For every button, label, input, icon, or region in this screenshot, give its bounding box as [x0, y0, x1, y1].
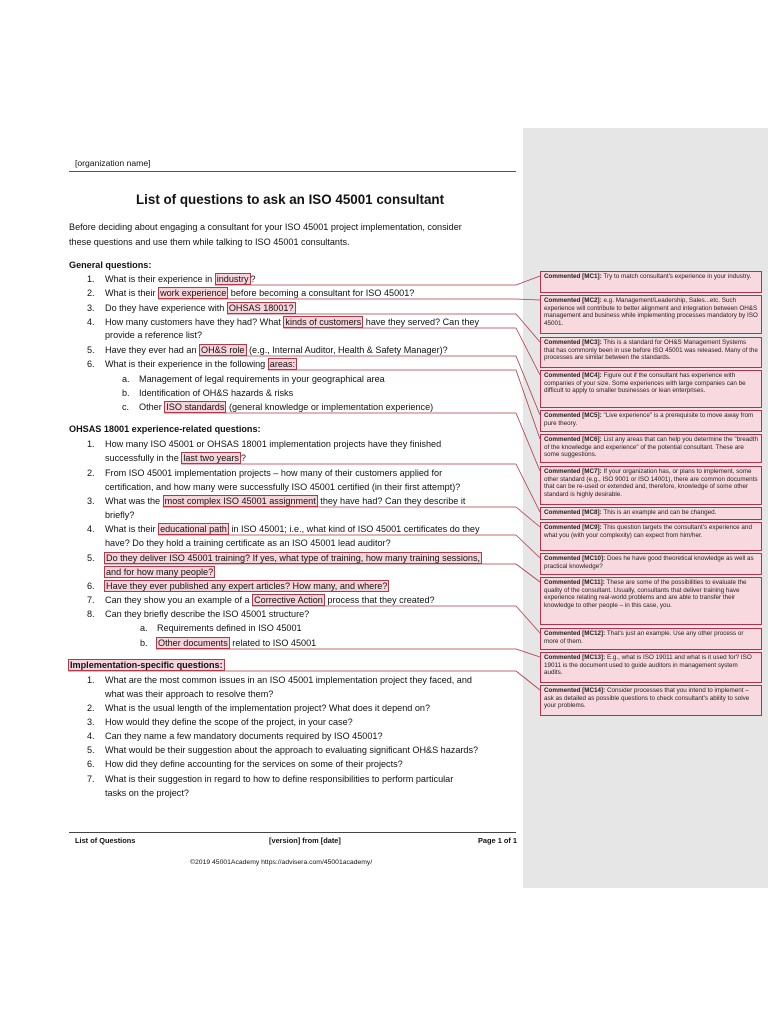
ohsas-q1-number: 1. — [87, 439, 95, 449]
ohsas-q3-cont: briefly? — [105, 510, 135, 520]
footer-page-number: Page 1 of 1 — [478, 836, 518, 845]
header-rule — [69, 171, 516, 172]
ohsas-q2-cont: certification, and how many were successfully ISO 45001 certified (in their first attempt)? — [105, 482, 461, 492]
comment-text: If your organization has, or plans to implement, some other standard (e.g., ISO 9001 or ISO 14001), there are common documents that can be re-used or extended and, therefore, knowledge of some other standard is highly desirable. — [544, 468, 758, 498]
comment-mc14[interactable] — [540, 685, 762, 716]
intro-line-1: Before deciding about engaging a consultant for your ISO 45001 project implementation, consider — [69, 222, 462, 232]
anchor-mc13[interactable]: Other documents — [158, 638, 228, 648]
comment-mc6[interactable] — [540, 434, 762, 463]
comment-label: Commented [MC5]: — [544, 412, 602, 419]
ohsas-q8-number: 8. — [87, 609, 95, 619]
anchor-mc2[interactable]: work experience — [160, 288, 227, 298]
impl-q3: How would they define the scope of the project, in your case? — [105, 717, 353, 727]
comment-mc7[interactable] — [540, 466, 762, 505]
anchor-mc11-cont[interactable]: and for how many people? — [106, 567, 214, 577]
ohsas-q4: What is their educational path in ISO 45001; i.e., what kind of ISO 45001 certificates do they — [105, 524, 480, 534]
gen-q5: Have they ever had an OH&S role (e.g., Internal Auditor, Health & Safety Manager)? — [105, 345, 448, 355]
anchor-mc4[interactable]: kinds of customers — [285, 317, 362, 327]
impl-q4-number: 4. — [87, 731, 95, 741]
impl-q1: What are the most common issues in an ISO 45001 implementation project they faced, and — [105, 675, 472, 685]
comment-text: This is a standard for OH&S Management Systems that has commonly been in use before ISO 45001 was released. Many of the processes are similar between the standards. — [544, 339, 758, 362]
impl-q5-number: 5. — [87, 745, 95, 755]
comment-label: Commented [MC8]: — [544, 509, 602, 516]
comment-mc11[interactable] — [540, 577, 762, 625]
impl-q1-cont: what was their approach to resolve them? — [105, 689, 274, 699]
impl-q7: What is their suggestion in regard to how to define responsibilities to perform particular — [105, 774, 454, 784]
ohsas-sub-a-letter: a. — [140, 623, 148, 633]
general-questions-heading: General questions: — [69, 260, 152, 270]
ohsas-q2: From ISO 45001 implementation projects – how many of their customers applied for — [105, 468, 443, 478]
impl-q2-number: 2. — [87, 703, 95, 713]
comment-label: Commented [MC11]: — [544, 579, 605, 586]
ohsas-q7: Can they show you an example of a Corrective Action process that they created? — [105, 595, 435, 605]
ohsas-q1-cont: successfully in the last two years ? — [105, 453, 246, 463]
gen-sub-a-letter: a. — [122, 374, 130, 384]
gen-q6: What is their experience in the following areas: — [105, 359, 296, 369]
page-title: List of questions to ask an ISO 45001 consultant — [135, 192, 445, 207]
gen-sub-c-letter: c. — [122, 402, 130, 412]
anchor-mc11[interactable]: Do they deliver ISO 45001 training? If yes, what type of training, how many training sessions, — [106, 553, 481, 563]
copyright-notice: ©2019 45001Academy https://advisera.com/45001academy/ — [190, 859, 373, 866]
comment-label: Commented [MC4]: — [544, 372, 602, 379]
gen-q4: How many customers have they had? What kinds of customers have they served? Can they — [105, 317, 479, 327]
ohsas-q6-number: 6. — [87, 581, 95, 591]
gen-q6-number: 6. — [87, 359, 95, 369]
intro-line-2: these questions and use them while talking to ISO 45001 consultants. — [69, 237, 350, 247]
comment-mc8[interactable] — [540, 507, 762, 520]
gen-q3-number: 3. — [87, 303, 95, 313]
comment-text: These are some of the possibilities to evaluate the quality of the consultant. Usually, consultants that deliver training have experience relating real-world problems and are able to transfer their knowledge to other people – in this case, you. — [544, 579, 747, 609]
organization-name: [organization name] — [75, 158, 151, 168]
ohsas-questions-heading: OHSAS 18001 experience-related questions: — [69, 424, 261, 434]
comment-mc9[interactable] — [540, 522, 762, 551]
impl-q7-cont: tasks on the project? — [105, 788, 189, 798]
gen-q2-number: 2. — [87, 288, 95, 298]
ohsas-q3: What was the most complex ISO 45001 assignment they have had? Can they describe it — [105, 496, 466, 506]
footer-rule — [69, 832, 516, 833]
gen-q1: What is their experience in industry ? — [105, 274, 256, 284]
comment-text: e.g. Management/Leadership, Sales...etc. Such experience will contribute to better alignment and integration between OH&S management and business while implementing processes mandatory by ISO 45001. — [544, 297, 758, 327]
comment-mc4[interactable] — [540, 370, 762, 408]
gen-q5-number: 5. — [87, 345, 95, 355]
anchor-mc6[interactable]: areas: — [269, 359, 296, 369]
impl-q6: How did they define accounting for the services on some of their projects? — [105, 759, 403, 769]
comment-text: Try to match consultant's experience in your industry. — [601, 273, 752, 280]
gen-q2: What is their work experience before becoming a consultant for ISO 45001? — [105, 288, 415, 298]
gen-q1-number: 1. — [87, 274, 95, 284]
comment-mc2[interactable] — [540, 295, 762, 334]
comment-text: Figure out if the consultant has experience with companies of your size. Some experiences with large companies can be difficult to apply to smaller businesses or lean enterprises. — [544, 372, 746, 395]
anchor-mc12[interactable]: Corrective Action — [254, 595, 323, 605]
ohsas-q5-number: 5. — [87, 553, 95, 563]
anchor-mc5[interactable]: OH&S role — [201, 345, 245, 355]
comment-label: Commented [MC14]: — [544, 687, 606, 694]
comment-text: "Live experience" is a prerequisite to move away from pure theory. — [544, 412, 754, 427]
ohsas-q6 — [104, 580, 389, 592]
comment-mc13[interactable] — [540, 652, 762, 683]
impl-q1-number: 1. — [87, 675, 95, 685]
comment-text: E.g., what is ISO 19011 and what is it used for? ISO 19011 is the document used to guide auditors in management system audits. — [544, 654, 752, 677]
comment-label: Commented [MC9]: — [544, 524, 602, 531]
ohsas-q4-number: 4. — [87, 524, 95, 534]
ohsas-sub-b: Other documents related to ISO 45001 — [158, 638, 317, 648]
gen-sub-c: Other ISO standards (general knowledge or implementation experience) — [139, 402, 434, 412]
anchor-mc14[interactable]: Implementation-specific questions: — [70, 660, 223, 670]
ohsas-q3-number: 3. — [87, 496, 95, 506]
footer-version: [version] from [date] — [269, 836, 341, 845]
comment-text: Consider processes that you intend to implement – ask as detailed as possible questions to check consultant's ability to solve your problems. — [544, 687, 750, 710]
anchor-mc10[interactable]: educational path — [160, 524, 227, 534]
anchor-mc7[interactable]: ISO standards — [166, 402, 225, 412]
comment-mc1[interactable] — [540, 271, 762, 293]
ohsas-q5-cont — [104, 566, 215, 578]
ohsas-q2-number: 2. — [87, 468, 95, 478]
impl-q5: What would be their suggestion about the approach to evaluating significant OH&S hazards? — [105, 745, 479, 755]
comment-text: List any areas that can help you determine the "breadth of the knowledge and experience" of the potential consultant. These are some suggestions. — [544, 436, 758, 459]
ohsas-sub-a: Requirements defined in ISO 45001 — [157, 623, 302, 633]
anchor-mc11-q6[interactable]: Have they ever published any expert articles? How many, and where? — [106, 581, 388, 591]
ohsas-q1: How many ISO 45001 or OHSAS 18001 implementation projects have they finished — [105, 439, 442, 449]
comment-text: That's just an example. Use any other process or more of them. — [544, 630, 744, 645]
gen-q4-number: 4. — [87, 317, 95, 327]
anchor-mc8[interactable]: last two years — [183, 453, 239, 463]
ohsas-q5 — [104, 552, 482, 564]
impl-q4: Can they name a few mandatory documents required by ISO 45001? — [105, 731, 383, 741]
comment-text: This is an example and can be changed. — [601, 509, 717, 516]
comment-text: This question targets the consultant's experience and what you (with your complexity) can expect from him/her. — [544, 524, 752, 539]
gen-sub-a: Management of legal requirements in your geographical area — [139, 374, 385, 384]
impl-q2: What is the usual length of the implementation project? What does it depend on? — [105, 703, 431, 713]
comment-label: Commented [MC10]: — [544, 555, 606, 562]
ohsas-sub-b-letter: b. — [140, 638, 148, 648]
comment-label: Commented [MC12]: — [544, 630, 606, 637]
comment-text: Does he have good theoretical knowledge as well as practical knowledge? — [544, 555, 754, 570]
impl-q3-number: 3. — [87, 717, 95, 727]
comment-mc3[interactable] — [540, 337, 762, 368]
impl-q6-number: 6. — [87, 759, 95, 769]
anchor-mc1[interactable]: industry — [216, 274, 249, 284]
anchor-mc3[interactable]: OHSAS 18001? — [228, 303, 294, 313]
comment-mc10[interactable] — [540, 553, 762, 575]
ohsas-q7-number: 7. — [87, 595, 95, 605]
gen-sub-b-letter: b. — [122, 388, 130, 398]
comment-mc12[interactable] — [540, 628, 762, 650]
comment-label: Commented [MC1]: — [544, 273, 602, 280]
comment-label: Commented [MC2]: — [544, 297, 602, 304]
comment-label: Commented [MC3]: — [544, 339, 602, 346]
gen-sub-b: Identification of OH&S hazards & risks — [139, 388, 294, 398]
comment-label: Commented [MC6]: — [544, 436, 602, 443]
ohsas-q4-cont: have? Do they hold a training certificate as an ISO 45001 lead auditor? — [105, 538, 391, 548]
implementation-questions-heading — [68, 659, 225, 671]
anchor-mc9[interactable]: most complex ISO 45001 assignment — [164, 496, 316, 506]
impl-q7-number: 7. — [87, 774, 95, 784]
ohsas-q8: Can they briefly describe the ISO 45001 structure? — [105, 609, 310, 619]
gen-q3: Do they have experience with OHSAS 18001? — [105, 303, 294, 313]
comment-label: Commented [MC13]: — [544, 654, 606, 661]
comment-mc5[interactable] — [540, 410, 762, 432]
footer-document-name: List of Questions — [75, 836, 136, 845]
gen-q4-cont: provide a reference list? — [105, 330, 203, 340]
comment-label: Commented [MC7]: — [544, 468, 602, 475]
